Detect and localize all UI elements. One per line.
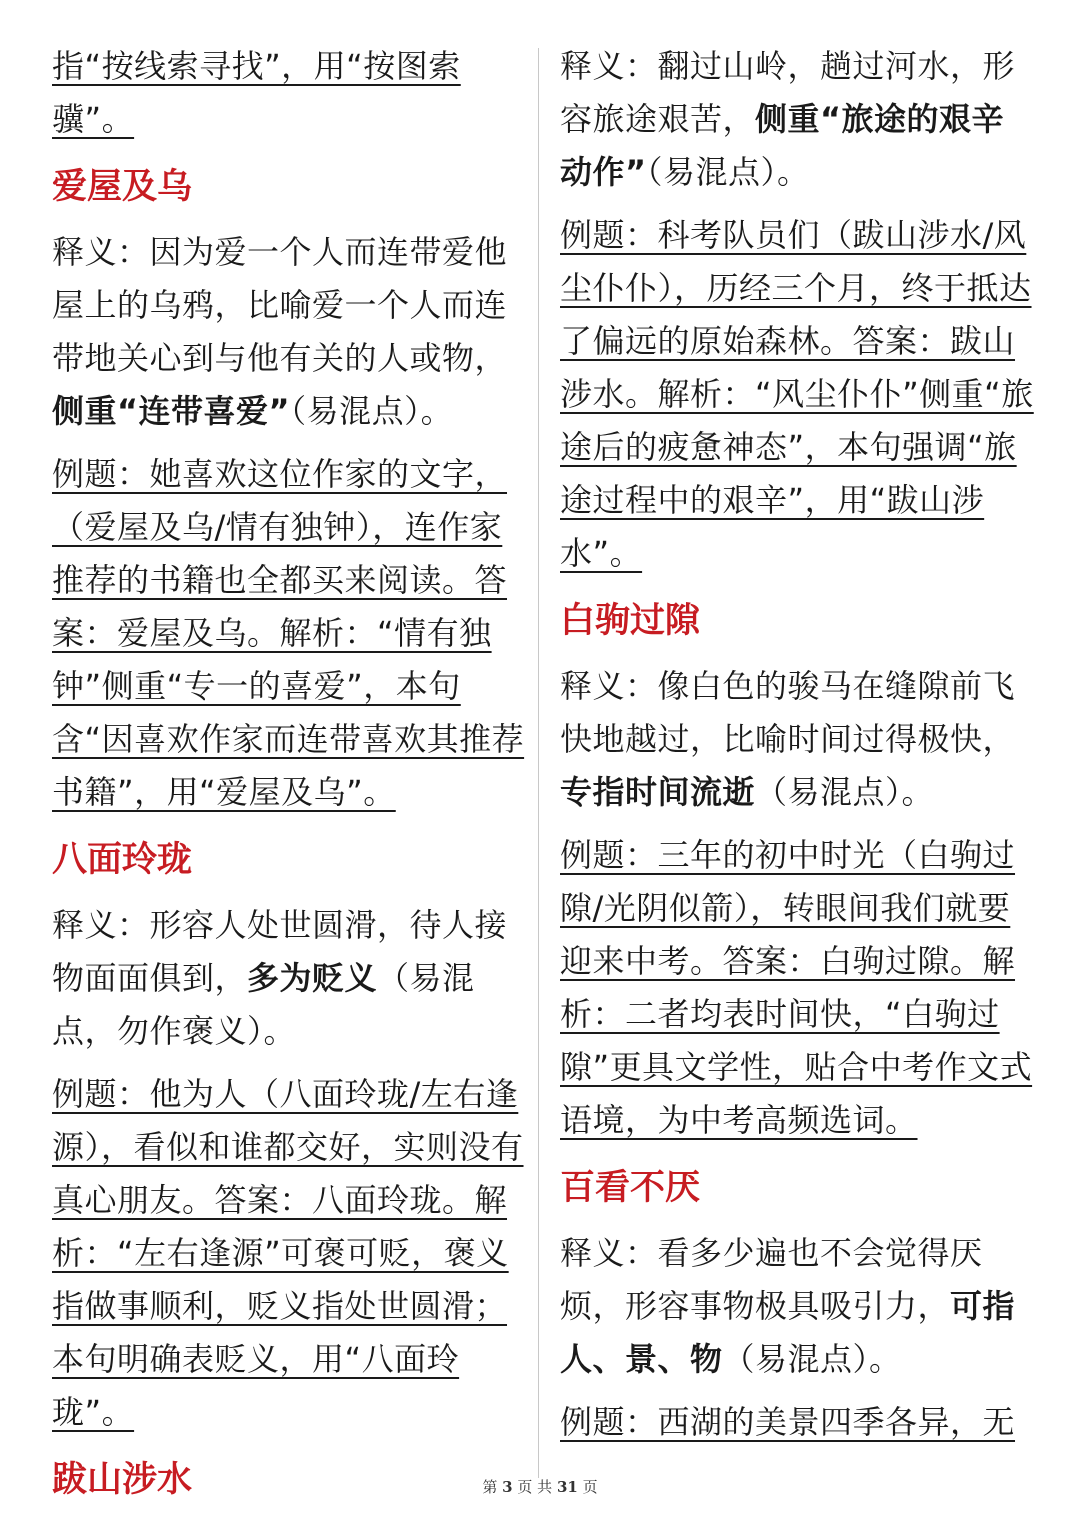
definition-baikanbuyan: 释义：看多少遍也不会觉得厌烦，形容事物极具吸引力，可指人、景、物（易混点）。 bbox=[560, 1234, 1016, 1378]
column-divider bbox=[538, 48, 539, 1478]
example-baikanbuyan: 例题：西湖的美景四季各异，无 bbox=[560, 1403, 1016, 1441]
definition-aiwujiwu: 释义：因为爱一个人而连带爱他屋上的乌鸦，比喻爱一个人而连带地关心到与他有关的人或物，侧重“连带喜爱”（易混点）。 bbox=[52, 233, 508, 430]
idiom-title-baikanbuyan: 百看不厌 bbox=[560, 1168, 701, 1208]
page-footer: 第 3 页 共 31 页 bbox=[482, 1478, 598, 1496]
idiom-title-baijuguoxi: 白驹过隙 bbox=[560, 601, 701, 641]
idiom-title-bashansheshui: 跋山涉水 bbox=[52, 1460, 193, 1500]
example-bamianlinglong: 例题：他为人（八面玲珑/左右逢源），看似和谁都交好，实则没有真心朋友。答案：八面玲珑。解析：“左右逢源”可褒可贬，褒义指做事顺利，贬义指处世圆滑；本句明确表贬义，用“八面玲珑”。 bbox=[52, 1075, 524, 1431]
definition-bashansheshui: 释义：翻过山岭，趟过河水，形容旅途艰苦，侧重“旅途的艰辛动作”（易混点）。 bbox=[560, 47, 1016, 191]
example-bashansheshui: 例题：科考队员们（跋山涉水/风尘仆仆），历经三个月，终于抵达了偏远的原始森林。答案：跋山涉水。解析：“风尘仆仆”侧重“旅途后的疲惫神态”，本句强调“旅途过程中的艰辛”，用“跋山涉水”。 bbox=[560, 216, 1034, 572]
idiom-title-aiwujiwu: 爱屋及乌 bbox=[52, 167, 193, 207]
definition-baijuguoxi: 释义：像白色的骏马在缝隙前飞快地越过，比喻时间过得极快，专指时间流逝（易混点）。 bbox=[560, 667, 1016, 811]
definition-bamianlinglong: 释义：形容人处世圆滑，待人接物面面俱到，多为贬义（易混点，勿作褒义）。 bbox=[52, 906, 508, 1050]
carryover-text: 指“按线索寻找”，用“按图索骥”。 bbox=[52, 47, 461, 138]
left-column bbox=[52, 40, 528, 1519]
example-aiwujiwu: 例题：她喜欢这位作家的文字，（爱屋及乌/情有独钟），连作家推荐的书籍也全都买来阅读。答案：爱屋及乌。解析：“情有独钟”侧重“专一的喜爱”，本句含“因喜欢作家而连带喜欢其推荐书籍”，用“爱屋及乌”。 bbox=[52, 455, 525, 811]
page-number: 3 bbox=[502, 1478, 513, 1496]
right-column bbox=[560, 40, 1036, 1459]
example-baijuguoxi: 例题：三年的初中时光（白驹过隙/光阴似箭），转眼间我们就要迎来中考。答案：白驹过隙。解析：二者均表时间快，“白驹过隙”更具文学性，贴合中考作文式语境，为中考高频选词。 bbox=[560, 836, 1033, 1139]
idiom-title-bamianlinglong: 八面玲珑 bbox=[52, 840, 193, 880]
page-total: 31 bbox=[556, 1478, 578, 1496]
